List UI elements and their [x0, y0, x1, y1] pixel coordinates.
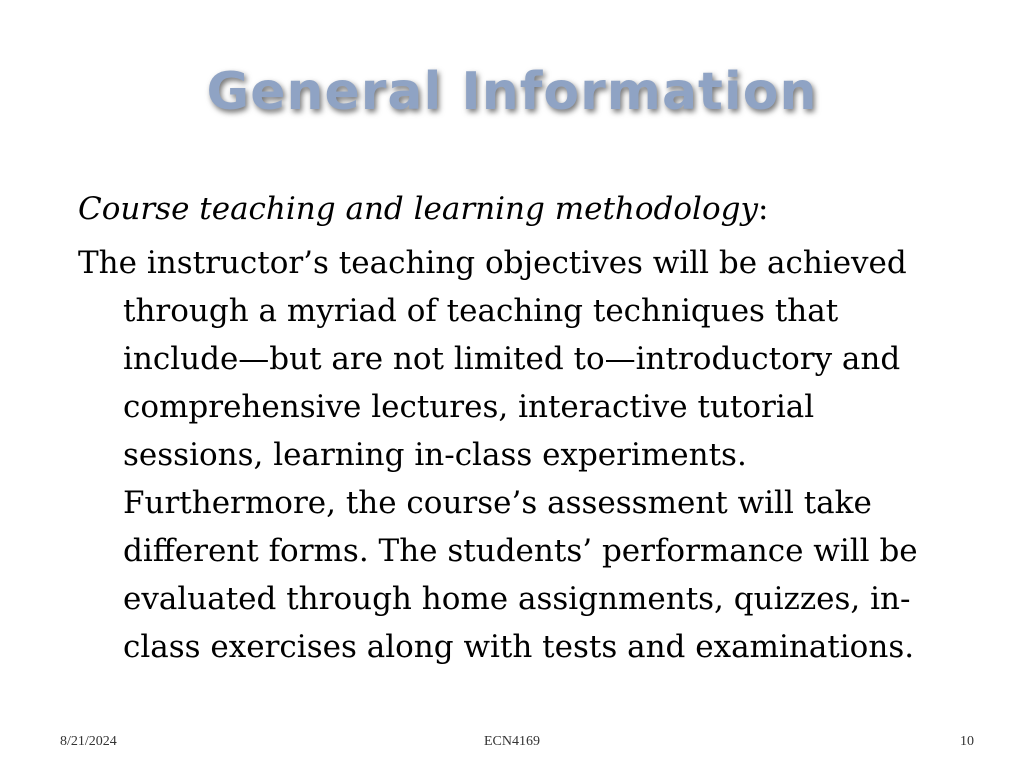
- subheading-colon: :: [758, 191, 769, 227]
- slide-title: General Information: [206, 62, 818, 122]
- footer-date: 8/21/2024: [60, 734, 117, 749]
- methodology-paragraph: The instructor’s teaching objectives will be achieved through a myriad of teaching techniques that include—but are not limited to—introductory and comprehensive lectures, interactive tutorial sessions, learning in-class experiments. Furthermore, the course’s assessment will take different forms. The students’ performance will be evaluated through home assignments, quizzes, in-class exercises along with tests and examinations.: [78, 245, 918, 665]
- slide-body: [78, 185, 958, 671]
- subheading-text: Course teaching and learning methodology: [78, 191, 758, 227]
- subheading-line: [78, 185, 958, 233]
- footer-course-code: ECN4169: [484, 734, 540, 749]
- footer-page-number: 10: [960, 734, 974, 749]
